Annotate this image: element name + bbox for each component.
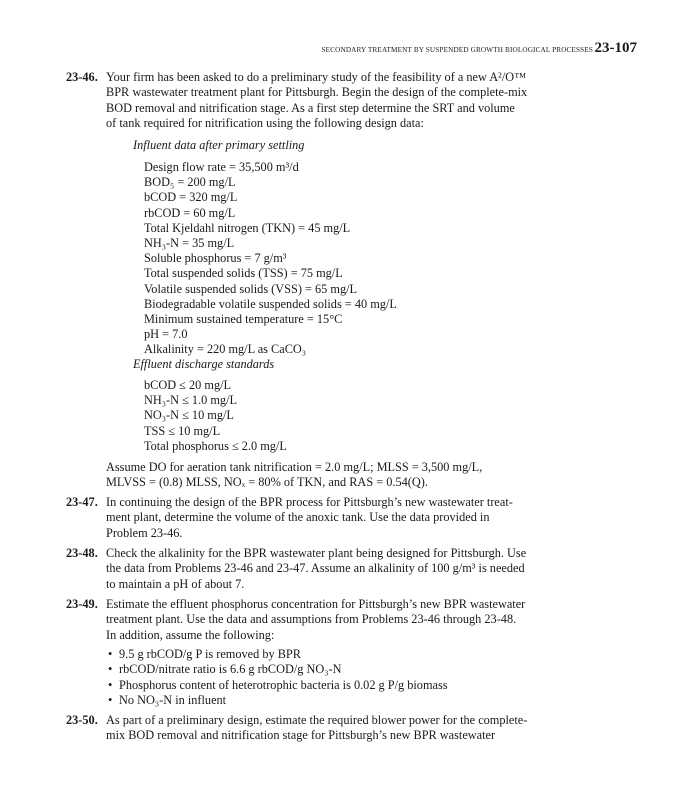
assumption-bullets [106, 647, 448, 708]
problem-statement [106, 546, 531, 592]
page-number: 23-107 [594, 40, 637, 56]
problem-statement [106, 70, 531, 131]
text-line: Check the alkalinity for the BPR wastewater plant being designed for Pittsburgh. Use [106, 546, 527, 560]
list-item: rbCOD = 60 mg/L [144, 205, 236, 220]
text-line: to maintain a pH of about 7. [106, 576, 245, 591]
problem-number: 23-47. [66, 495, 98, 509]
influent-heading: Influent data after primary settling [133, 138, 305, 152]
text-line: As part of a preliminary design, estimate the required blower power for the complete- [106, 713, 528, 727]
text-line: of tank required for nitrification using the following design data: [106, 115, 424, 130]
bullet-icon: • [108, 692, 113, 707]
list-item: bCOD ≤ 20 mg/L [144, 378, 232, 392]
text-line: BOD removal and nitrification stage. As a first step determine the SRT and volume [106, 100, 515, 115]
list-item: Total phosphorus ≤ 2.0 mg/L [144, 438, 287, 453]
problem-statement [106, 495, 531, 541]
list-item: NH₃-N = 35 mg/L [144, 235, 235, 250]
list-item: Biodegradable volatile suspended solids = 40 mg/L [144, 296, 397, 311]
bullet-icon: • [108, 662, 113, 677]
bullet-text: 9.5 g rbCOD/g P is removed by BPR [119, 647, 301, 661]
list-item: pH = 7.0 [144, 327, 188, 342]
text-line: the data from Problems 23-46 and 23-47. Assume an alkalinity of 100 g/m³ is needed [106, 561, 525, 576]
problem-number: 23-49. [66, 597, 98, 611]
list-item: NO₃-N ≤ 10 mg/L [144, 408, 234, 423]
text-line: Your firm has been asked to do a preliminary study of the feasibility of a new A²/O™ [106, 70, 527, 84]
bullet-icon: • [108, 677, 113, 692]
list-item: Design flow rate = 35,500 m³/d [144, 160, 299, 174]
text-line: Assume DO for aeration tank nitrification = 2.0 mg/L; MLSS = 3,500 mg/L, [106, 460, 483, 474]
text-line: MLVSS = (0.8) MLSS, NOₓ = 80% of TKN, and RAS = 0.54(Q). [106, 475, 428, 490]
running-title: SECONDARY TREATMENT BY SUSPENDED GROWTH BIOLOGICAL PROCESSES [321, 46, 593, 54]
text-line: ment plant, determine the volume of the anoxic tank. Use the data provided in [106, 510, 490, 525]
problem-statement [106, 713, 531, 744]
list-item: Minimum sustained temperature = 15°C [144, 311, 343, 326]
list-item: BOD₅ = 200 mg/L [144, 175, 236, 190]
list-item [106, 693, 448, 708]
text-line: In continuing the design of the BPR process for Pittsburgh’s new wastewater treat- [106, 495, 513, 509]
problem-number: 23-46. [66, 70, 98, 84]
text-line: Estimate the effluent phosphorus concentration for Pittsburgh’s new BPR wastewater [106, 597, 526, 611]
list-item: Volatile suspended solids (VSS) = 65 mg/L [144, 281, 358, 296]
page-header [0, 40, 689, 60]
problem-number: 23-50. [66, 713, 98, 727]
text-line: BPR wastewater treatment plant for Pittsburgh. Begin the design of the complete-mix [106, 85, 528, 100]
list-item [106, 678, 448, 693]
text-line: treatment plant. Use the data and assumptions from Problems 23-46 through 23-48. [106, 612, 517, 627]
text-line: Problem 23-46. [106, 525, 183, 540]
list-item: Total Kjeldahl nitrogen (TKN) = 45 mg/L [144, 220, 351, 235]
list-item [106, 662, 448, 677]
effluent-standards-list [144, 378, 287, 454]
bullet-text: rbCOD/nitrate ratio is 6.6 g rbCOD/g NO₃-N [119, 662, 342, 677]
list-item: bCOD = 320 mg/L [144, 190, 238, 205]
problem-number: 23-48. [66, 546, 98, 560]
list-item: Alkalinity = 220 mg/L as CaCO₃ [144, 342, 307, 357]
list-item: Total suspended solids (TSS) = 75 mg/L [144, 266, 343, 281]
assumptions-paragraph [106, 460, 531, 491]
text-line: mix BOD removal and nitrification stage for Pittsburgh’s new BPR wastewater [106, 728, 496, 743]
problem-statement [106, 597, 531, 643]
list-item: TSS ≤ 10 mg/L [144, 423, 221, 438]
list-item [106, 647, 448, 662]
bullet-text: No NO₃-N in influent [119, 692, 227, 707]
list-item: NH₃-N ≤ 1.0 mg/L [144, 393, 238, 408]
bullet-text: Phosphorus content of heterotrophic bacteria is 0.02 g P/g biomass [119, 677, 448, 692]
effluent-heading: Effluent discharge standards [133, 357, 275, 371]
text-line: In addition, assume the following: [106, 627, 275, 642]
influent-data-list [144, 160, 397, 357]
list-item: Soluble phosphorus = 7 g/m³ [144, 251, 287, 266]
bullet-icon: • [108, 647, 113, 661]
